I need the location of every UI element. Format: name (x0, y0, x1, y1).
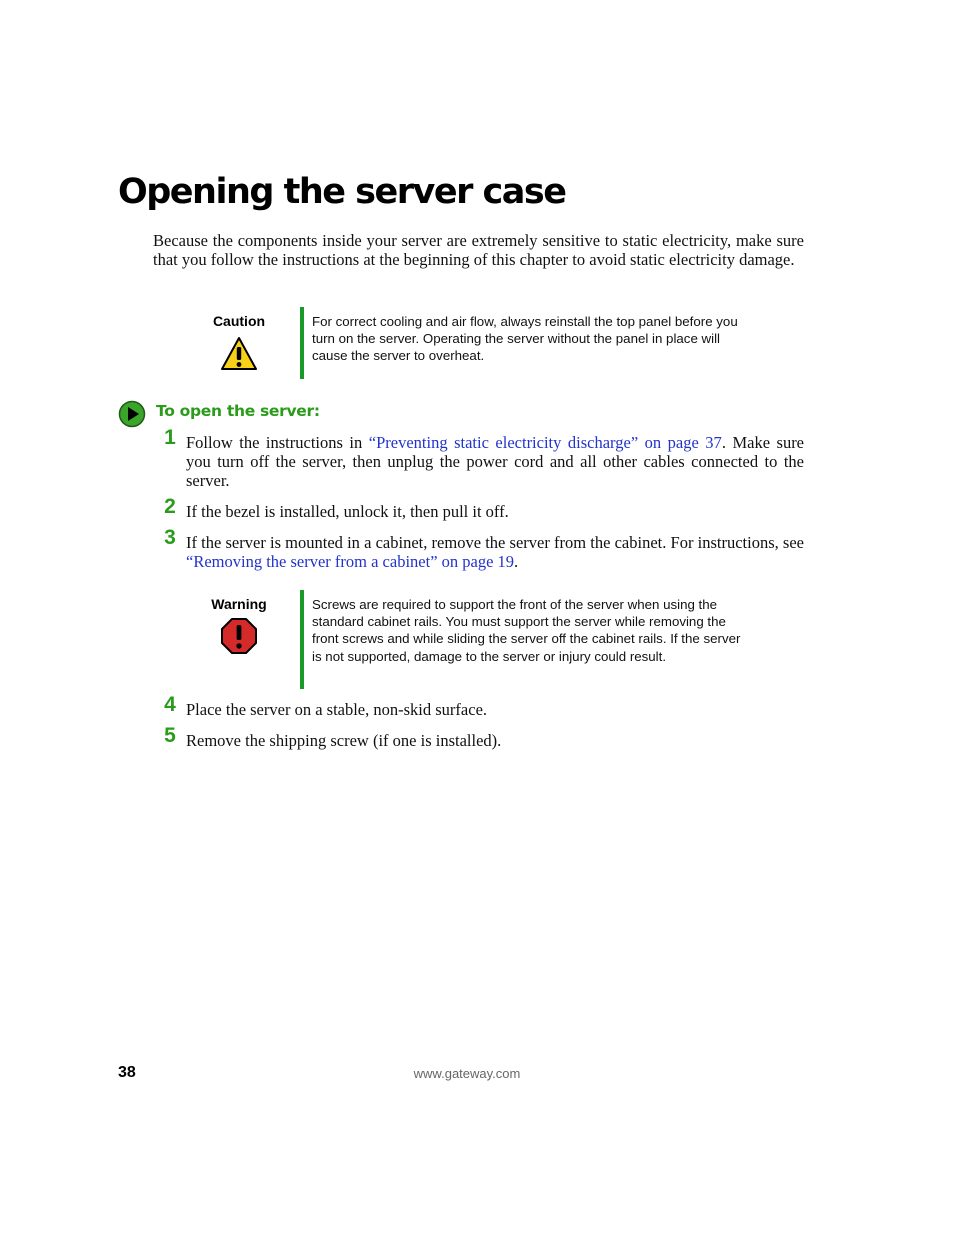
procedure-title: To open the server: (156, 402, 320, 420)
caution-notice (200, 307, 740, 379)
step-number: 1 (164, 426, 176, 449)
play-arrow-icon (118, 400, 146, 433)
step-number: 2 (164, 495, 176, 518)
warning-text: Screws are required to support the front of the server when using the standard cabinet rails. You must support the server while removing the front screws and while sliding the server off the cabinet rails. If the server is not supported, damage to the server or injury could result. (312, 597, 741, 664)
step-text (186, 533, 804, 571)
step-text: Place the server on a stable, non-skid surface. (186, 700, 488, 719)
page-number: 38 (118, 1064, 136, 1081)
step-text-part: . (514, 552, 519, 571)
warning-label: Warning (211, 596, 267, 612)
warning-divider (300, 590, 304, 689)
step-text-part: If the server is mounted in a cabinet, remove the server from the cabinet. For instructions, see (186, 533, 804, 552)
page-title: Opening the server case (118, 172, 566, 212)
step-number: 4 (164, 693, 176, 716)
cross-reference-link[interactable]: “Preventing static electricity discharge” on page 37 (368, 433, 722, 452)
footer-url: www.gateway.com (413, 1066, 521, 1081)
warning-octagon-icon (220, 617, 258, 660)
intro-paragraph: Because the components inside your server are extremely sensitive to static electricity, make sure that you follow the instructions at the beginning of this chapter to avoid static electricity damage. (153, 231, 804, 269)
step-number: 3 (164, 526, 176, 549)
caution-divider (300, 307, 304, 379)
warning-notice (200, 590, 740, 689)
caution-triangle-icon (220, 336, 258, 376)
step-text: Remove the shipping screw (if one is installed). (186, 731, 502, 750)
step-text-part: . Make sure you turn off the server, then unplug the power cord and all other cables connected to the server. (186, 433, 805, 490)
step-text-part: Follow the instructions in (186, 433, 369, 452)
caution-text: For correct cooling and air flow, always reinstall the top panel before you turn on the server. Operating the server without the panel in place will cause the server to overheat. (312, 314, 738, 364)
step-text: If the bezel is installed, unlock it, then pull it off. (186, 502, 509, 521)
cross-reference-link[interactable]: “Removing the server from a cabinet” on page 19 (186, 552, 515, 571)
step-text (186, 433, 804, 490)
step-number: 5 (164, 724, 176, 747)
caution-label: Caution (212, 313, 266, 329)
